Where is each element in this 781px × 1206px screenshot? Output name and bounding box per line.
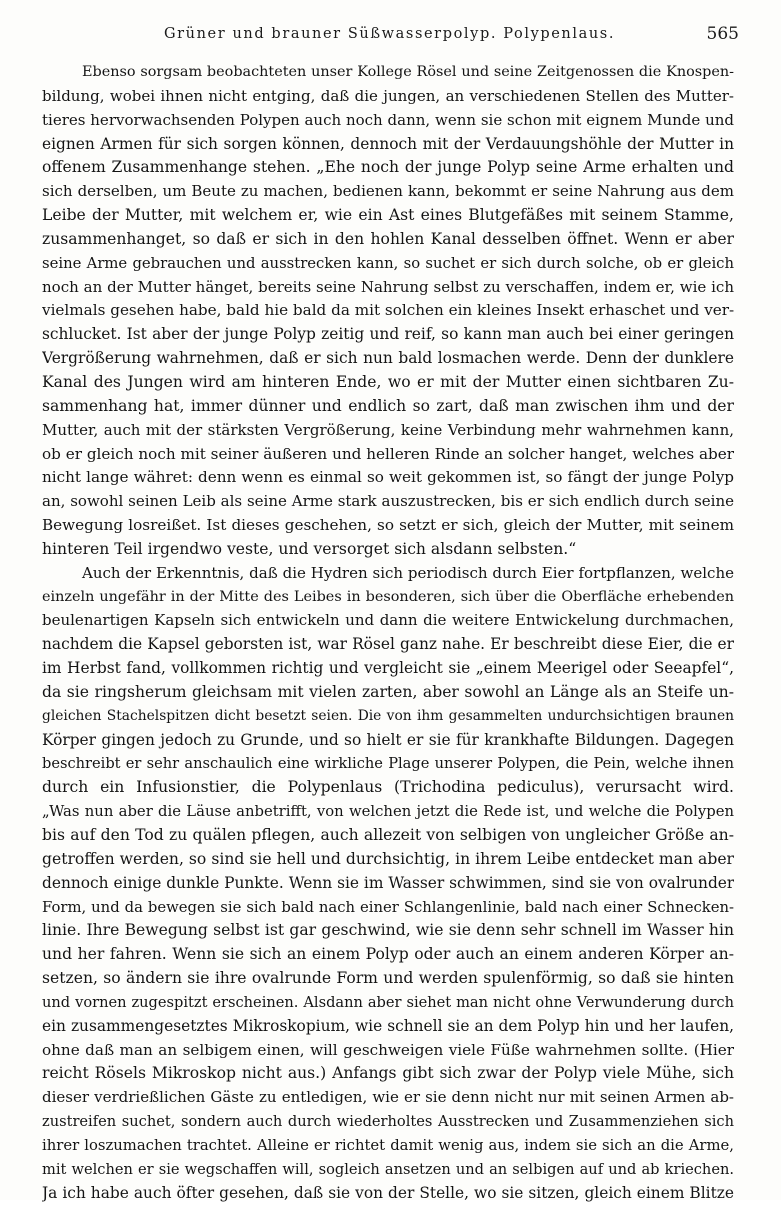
text-line: durch ein Infusionstier, die Polypenlaus (Trichodina pediculus), verursacht wird. [42,778,734,797]
text-line: zustreifen suchet, sondern auch durch wiederholtes Ausstrecken und Zusammenziehen sich [42,1113,734,1131]
text-line: einzeln ungefähr in der Mitte des Leibes in besonderen, sich über die Oberfläche erhebenden [42,588,734,605]
text-line: Vergrößerung wahrnehmen, daß er sich nun bald losmachen werde. Denn der dunklere [42,349,734,368]
text-line: ohne daß man an selbigem einen, will geschweigen viele Füße wahrnehmen sollte. (Hier [42,1040,734,1059]
text-line: da sie ringsherum gleichsam mit vielen zarten, aber sowohl an Länge als an Steife un- [42,682,734,701]
body-text [42,61,734,1206]
text-line: sammenhang hat, immer dünner und endlich so zart, daß man zwischen ihm und der [42,396,734,415]
text-line: nicht lange währet: denn wenn es einmal so weit gekommen ist, so fängt der junge Polyp [42,468,734,487]
text-line: „Was nun aber die Läuse anbetrifft, von welchen jetzt die Rede ist, und welche die Polypen [42,803,734,821]
text-line: beulenartigen Kapseln sich entwickeln und dann die weitere Entwickelung durchmachen, [42,611,734,630]
text-line: hinteren Teil irgendwo veste, und versorget sich alsdann selbsten.“ [42,539,577,558]
text-line: Kanal des Jungen wird am hinteren Ende, wo er mit der Mutter einen sichtbaren Zu- [42,372,734,391]
text-line: zusammenhanget, so daß er sich in den hohlen Kanal desselben öffnet. Wenn er aber [42,229,734,248]
text-line: und her fahren. Wenn sie sich an einem Polyp oder auch an einem anderen Körper an- [42,945,734,964]
running-title: Grüner und brauner Süßwasserpolyp. Polypenlaus. [163,26,616,42]
text-line: Auch der Erkenntnis, daß die Hydren sich periodisch durch Eier fortpflanzen, welche [82,563,734,582]
text-line: ob er gleich noch mit seiner äußeren und helleren Rinde an solcher hanget, welches aber [42,444,734,463]
text-line: ihrer loszumachen trachtet. Alleine er richtet damit wenig aus, indem sie sich an die Arme, [42,1136,734,1154]
page-header [40,24,739,50]
text-line: Bewegung losreißet. Ist dieses geschehen, so setzt er sich, gleich der Mutter, mit seinem [42,516,734,535]
text-line: eignen Armen für sich sorgen können, dennoch mit der Verdauungshöhle der Mutter in [42,134,734,153]
text-line: getroffen werden, so sind sie hell und durchsichtig, in ihrem Leibe entdecket man aber [42,849,734,868]
text-line: ein zusammengesetztes Mikroskopium, wie schnell sie an dem Polyp hin und her laufen, [42,1016,734,1035]
text-line: reicht Rösels Mikroskop nicht aus.) Anfangs gibt sich zwar der Polyp viele Mühe, sich [42,1064,734,1083]
text-line: nachdem die Kapsel geborsten ist, war Rösel ganz nahe. Er beschreibt diese Eier, die er [42,635,734,654]
page-number: 565 [706,24,739,44]
text-line: linie. Ihre Bewegung selbst ist gar geschwind, wie sie denn sehr schnell im Wasser hin [42,921,734,940]
text-line: im Herbst fand, vollkommen richtig und vergleicht sie „einem Meerigel oder Seeapfel“, [42,659,734,678]
text-line: dieser verdrießlichen Gäste zu entledigen, wie er sie denn nicht nur mit seinen Armen ab- [42,1088,734,1107]
text-line: beschreibt er sehr anschaulich eine wirkliche Plage unserer Polypen, die Pein, welche ihnen [42,755,734,773]
text-line: Ja ich habe auch öfter gesehen, daß sie von der Stelle, wo sie sitzen, gleich einem Blitze [42,1183,734,1202]
text-line: an, sowohl seinen Leib als seine Arme stark auszustrecken, bis er sich endlich durch seine [42,492,734,511]
text-line: schlucket. Ist aber der junge Polyp zeitig und reif, so kann man auch bei einer geringen [42,325,734,344]
text-line: und vornen zugespitzt erscheinen. Alsdann aber siehet man nicht ohne Verwunderung durch [42,993,734,1011]
text-line: sich derselben, um Beute zu machen, bedienen kann, bekommt er seine Nahrung aus dem [42,182,734,201]
text-line: bis auf den Tod zu quälen pflegen, auch allezeit von selbigen von ungleicher Größe an- [42,826,734,844]
text-line: Form, und da bewegen sie sich bald nach einer Schlangenlinie, bald nach einer Schnecken- [42,898,734,916]
text-line: noch an der Mutter hänget, bereits seine Nahrung selbst zu verschaffen, indem er, wie ich [42,277,734,296]
text-line: Ebenso sorgsam beobachteten unser Kollege Rösel und seine Zeitgenossen die Knospen- [82,64,734,80]
text-line: dennoch einige dunkle Punkte. Wenn sie im Wasser schwimmen, sind sie von ovalrunder [42,873,734,892]
text-line: vielmals gesehen habe, bald hie bald da mit solchen ein kleines Insekt erhaschet und ver- [42,301,734,320]
text-line: mit welchen er sie wegschaffen will, sogleich ansetzen und an selbigen auf und ab kriechen. [42,1160,734,1178]
text-line: bildung, wobei ihnen nicht entging, daß die jungen, an verschiedenen Stellen des Mutter- [42,86,734,105]
text-line: gleichen Stachelspitzen dicht besetzt seien. Die von ihm gesammelten undurchsichtigen braunen [42,707,734,724]
text-line: setzen, so ändern sie ihre ovalrunde Form und werden spulenförmig, so daß sie hinten [42,969,734,988]
text-line: Mutter, auch mit der stärksten Vergrößerung, keine Verbindung mehr wahrnehmen kann, [42,420,734,439]
text-line: tieres hervorwachsenden Polypen auch noch dann, wenn sie schon mit eignem Munde und [42,110,734,129]
text-line: Leibe der Mutter, mit welchem er, wie ein Ast eines Blutgefäßes mit seinem Stamme, [42,206,734,225]
text-line: offenem Zusammenhange stehen. „Ehe noch der junge Polyp seine Arme erhalten und [42,158,734,177]
text-line: Körper gingen jedoch zu Grunde, und so hielt er sie für krankhafte Bildungen. Dagegen [42,730,734,749]
text-line: seine Arme gebrauchen und ausstrecken kann, so suchet er sich durch solche, ob er gleich [42,254,734,272]
